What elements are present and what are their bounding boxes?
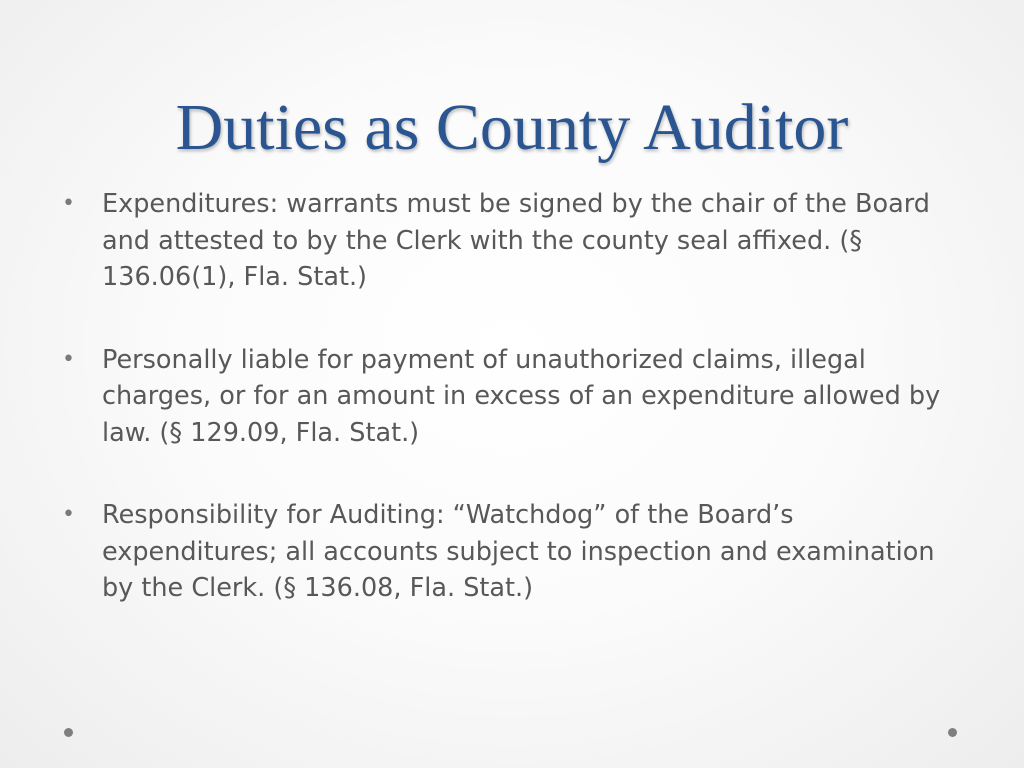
decorative-dot-icon (64, 728, 73, 737)
decorative-dot-icon (948, 728, 957, 737)
slide-title: Duties as County Auditor (175, 91, 849, 164)
bullet-item-auditing (62, 497, 972, 607)
bullet-item-expenditures (62, 186, 972, 296)
bullet-dot-icon: • (62, 502, 75, 527)
bullet-item-personal-liability (62, 342, 972, 452)
bullet-text: Personally liable for payment of unauthorized claims, illegal charges, or for an amount in excess of an expenditure allowed by law. (§ 129.09, Fla. Stat.) (102, 344, 941, 448)
bullet-text: Responsibility for Auditing: “Watchdog” of the Board’s expenditures; all accounts subject to inspection and examination by the Clerk. (§ 136.08, Fla. Stat.) (102, 500, 935, 603)
bullet-dot-icon: • (62, 346, 75, 372)
bullet-text: Expenditures: warrants must be signed by the chair of the Board and attested to by the Clerk with the county seal affixed. (§ 136.06(1), Fla. Stat.) (102, 189, 930, 292)
bullet-list (62, 186, 972, 653)
bullet-dot-icon: • (62, 191, 75, 216)
